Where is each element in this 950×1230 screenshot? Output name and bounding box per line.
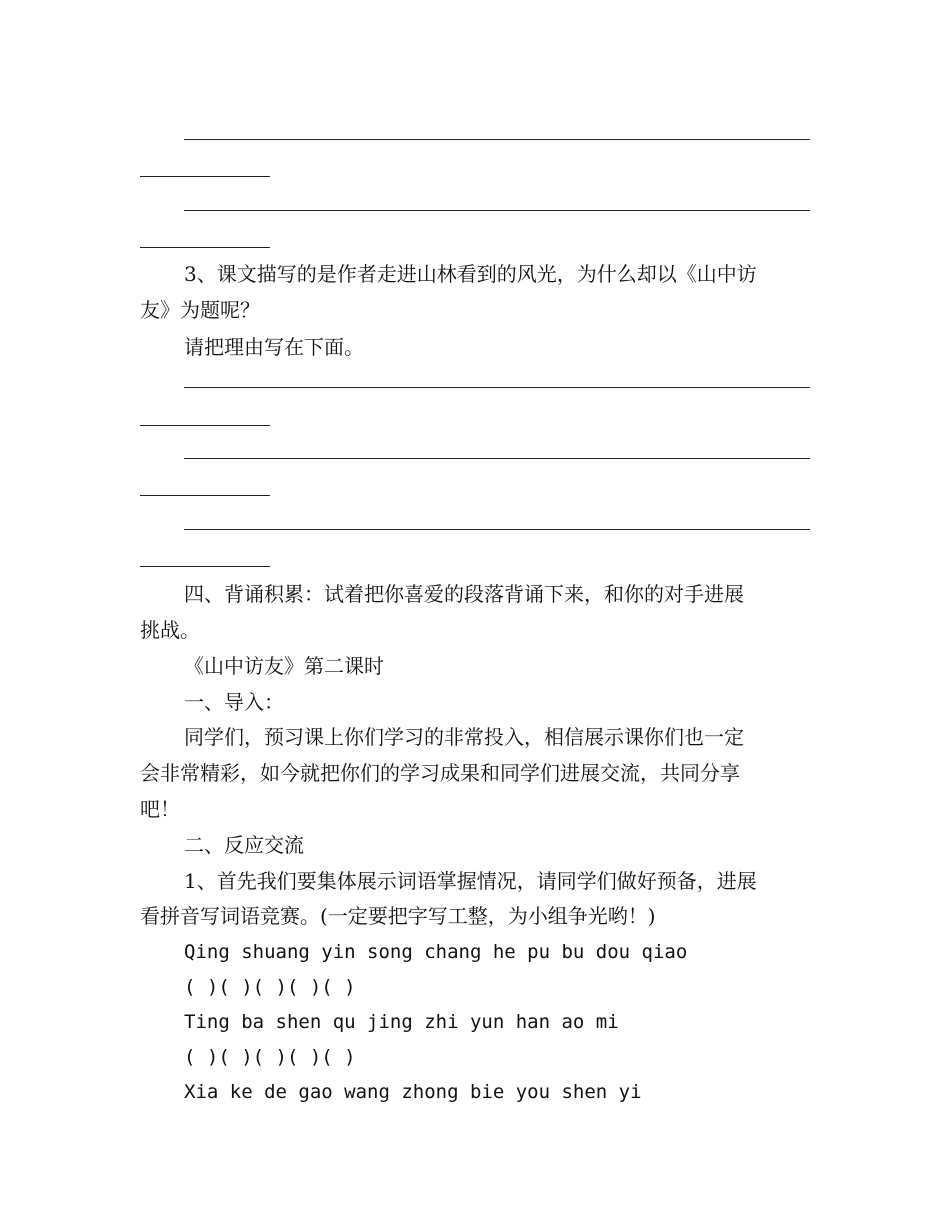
answer-rule: [140, 176, 270, 177]
answer-rule: [184, 387, 810, 388]
intro-paragraph: 吧！: [140, 797, 180, 821]
question-3-prompt: 请把理由写在下面。: [184, 335, 364, 359]
blank-row: ( )( )( )( )( ): [184, 976, 356, 998]
section-heading: 二、反应交流: [184, 833, 304, 857]
pinyin-row: Xia ke de gao wang zhong bie you shen yi: [184, 1081, 642, 1103]
section-4-text: 四、背诵积累：试着把你喜爱的段落背诵下来，和你的对手进展: [184, 582, 744, 606]
answer-rule: [184, 139, 810, 140]
answer-rule: [184, 529, 810, 530]
answer-rule: [184, 210, 810, 211]
answer-rule: [140, 495, 270, 496]
lesson-title: 《山中访友》第二课时: [184, 654, 384, 678]
answer-rule: [184, 458, 810, 459]
blank-row: ( )( )( )( )( ): [184, 1046, 356, 1068]
section-heading: 一、导入：: [184, 690, 284, 714]
intro-paragraph: 同学们，预习课上你们学习的非常投入，相信展示课你们也一定: [184, 725, 744, 749]
section-4-text: 挑战。: [140, 618, 200, 642]
answer-rule: [140, 247, 270, 248]
task-1-text: 看拼音写词语竞赛。(一定要把字写工整，为小组争光哟！): [140, 904, 656, 928]
question-3-text: 3、课文描写的是作者走进山林看到的风光，为什么却以《山中访: [184, 262, 757, 286]
task-1-text: 1、首先我们要集体展示词语掌握情况，请同学们做好预备，进展: [184, 869, 757, 893]
question-3-text: 友》为题呢？: [140, 298, 260, 322]
intro-paragraph: 会非常精彩，如今就把你们的学习成果和同学们进展交流，共同分享: [140, 761, 740, 785]
answer-rule: [140, 425, 270, 426]
answer-rule: [140, 566, 270, 567]
pinyin-row: Ting ba shen qu jing zhi yun han ao mi: [184, 1011, 619, 1033]
pinyin-row: Qing shuang yin song chang he pu bu dou qiao: [184, 941, 688, 963]
